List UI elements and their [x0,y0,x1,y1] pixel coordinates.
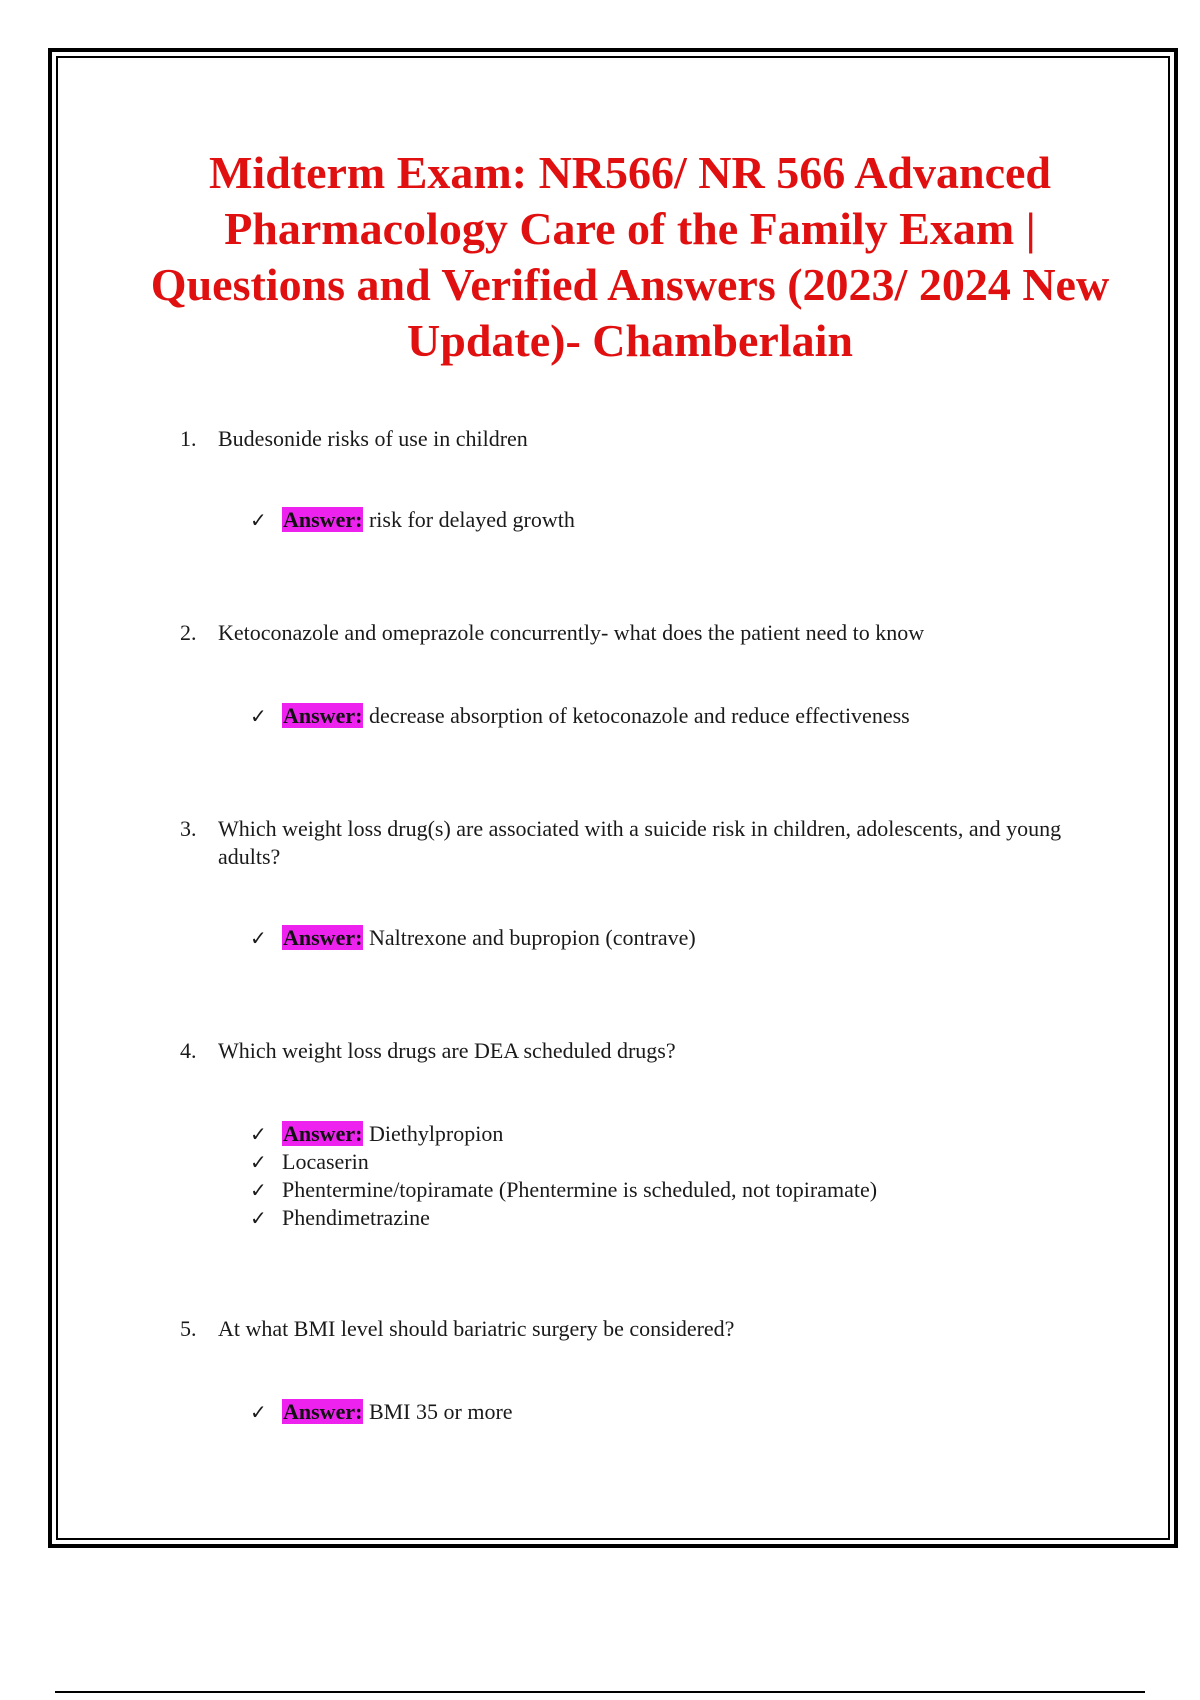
answer-text: Naltrexone and bupropion (contrave) [368,925,696,950]
answer-item [250,702,1110,730]
answer-list [250,924,1110,952]
question-text: At what BMI level should bariatric surgery be considered? [218,1316,735,1341]
checkmark-icon: ✓ [250,1150,267,1174]
checkmark-icon: ✓ [250,1206,267,1230]
answer-list [250,506,1110,534]
answer-label: Answer: [283,925,363,950]
question-text: Ketoconazole and omeprazole concurrently- what does the patient need to know [218,620,925,645]
question-text: Which weight loss drugs are DEA scheduled drugs? [218,1038,676,1063]
answer-item [250,1120,1110,1148]
question-text: Which weight loss drug(s) are associated with a suicide risk in children, adolescents, and young adults? [218,816,1062,869]
answer-text: risk for delayed growth [368,507,575,532]
checkmark-icon: ✓ [250,508,267,532]
answer-text: Phentermine/topiramate (Phentermine is scheduled, not topiramate) [282,1177,878,1202]
answer-list [250,702,1110,730]
question-number: 5. [180,1316,197,1341]
answer-text: Diethylpropion [368,1121,504,1146]
footer-divider [55,1691,1145,1693]
checkmark-icon: ✓ [250,1122,267,1146]
question-item [180,1037,1100,1065]
checkmark-icon: ✓ [250,1178,267,1202]
answer-text: BMI 35 or more [368,1399,513,1424]
answer-label: Answer: [283,1399,363,1424]
answer-text: Phendimetrazine [282,1205,430,1230]
answer-item [250,1398,1110,1426]
question-number: 2. [180,620,197,645]
answer-item [250,1204,1110,1232]
answer-label: Answer: [283,703,363,728]
answer-label: Answer: [283,507,363,532]
question-item [180,815,1100,871]
answer-label: Answer: [283,1121,363,1146]
question-number: 3. [180,816,197,841]
question-item [180,1315,1100,1343]
answer-item [250,1176,1110,1204]
answer-item [250,924,1110,952]
question-item [180,425,1100,453]
answer-list [250,1120,1110,1232]
answer-text: Locaserin [282,1149,369,1174]
checkmark-icon: ✓ [250,1400,267,1424]
checkmark-icon: ✓ [250,926,267,950]
document-title: Midterm Exam: NR566/ NR 566 Advanced Pharmacology Care of the Family Exam | Questions and Verified Answers (2023/ 2024 New Update)- Chamberlain [150,147,1110,366]
answer-text: decrease absorption of ketoconazole and reduce effectiveness [368,703,910,728]
answer-item [250,1148,1110,1176]
checkmark-icon: ✓ [250,704,267,728]
answer-item [250,506,1110,534]
question-number: 1. [180,426,197,451]
answer-list [250,1398,1110,1426]
question-item [180,619,1100,647]
question-text: Budesonide risks of use in children [218,426,528,451]
question-number: 4. [180,1038,197,1063]
